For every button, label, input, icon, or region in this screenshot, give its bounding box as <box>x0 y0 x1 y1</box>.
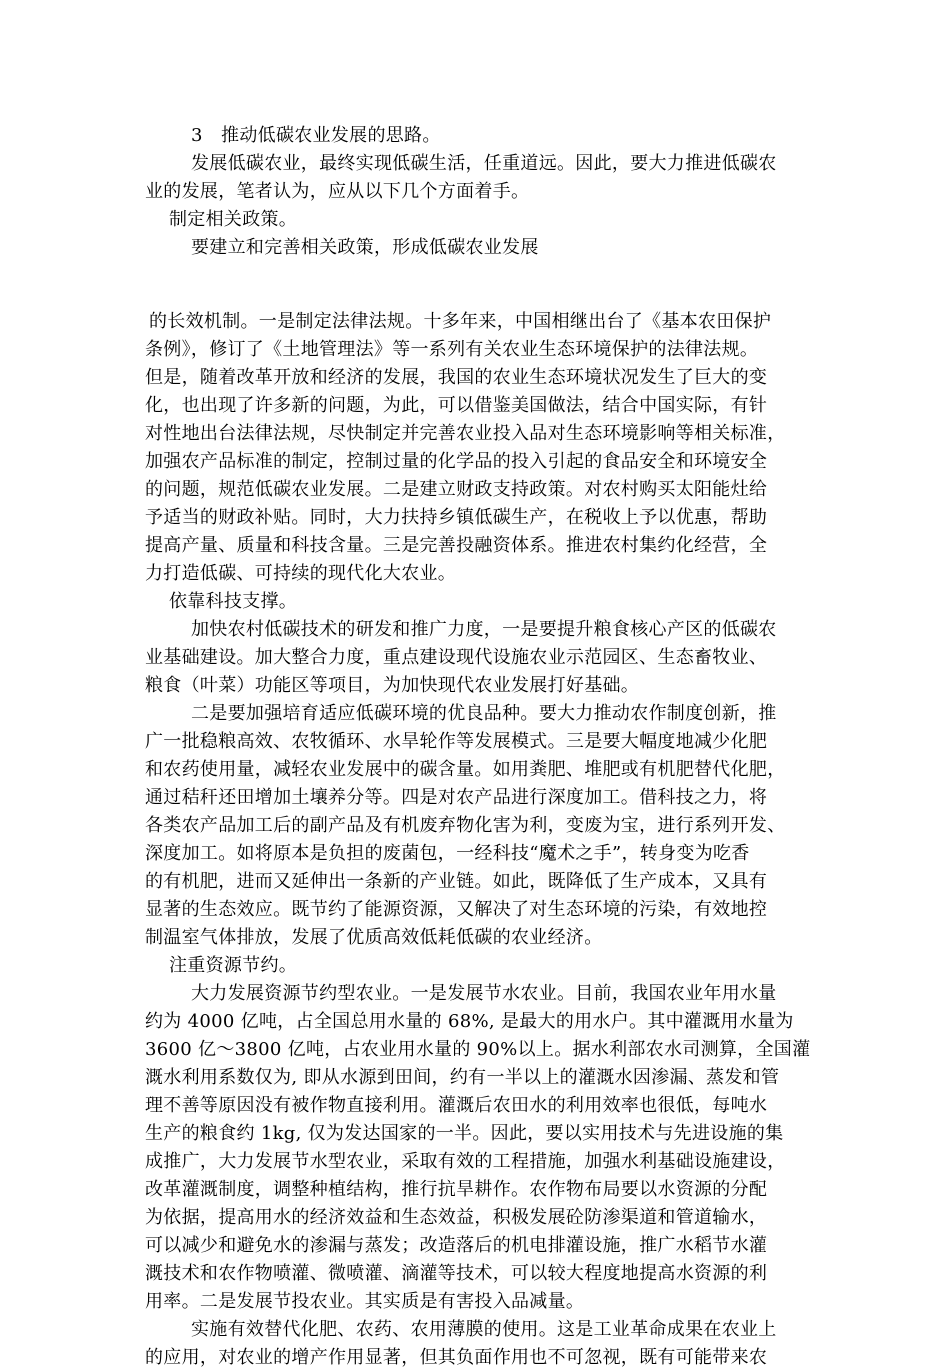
text-line: 改革灌溉制度，调整种植结构，推行抗旱耕作。农作物布局要以水资源的分配 <box>145 1179 768 1200</box>
text-line: 化，也出现了许多新的问题，为此，可以借鉴美国做法，结合中国实际，有针 <box>145 395 768 416</box>
text-line: 发展低碳农业，最终实现低碳生活，任重道远。因此，要大力推进低碳农 <box>191 153 777 174</box>
subheading-policy: 制定相关政策。 <box>169 209 298 230</box>
text-line: 的长效机制。一是制定法律法规。十多年来，中国相继出台了《基本农田保护 <box>149 311 772 332</box>
text-line: 通过秸秆还田增加土壤养分等。四是对农产品进行深度加工。借科技之力，将 <box>145 787 768 808</box>
text-line: 理不善等原因没有被作物直接利用。灌溉后农田水的利用效率也很低，每吨水 <box>145 1095 768 1116</box>
text-line: 粮食（叶菜）功能区等项目，为加快现代农业发展打好基础。 <box>145 675 640 696</box>
text-line: 要建立和完善相关政策，形成低碳农业发展 <box>191 237 539 258</box>
text-line: 业基础建设。加大整合力度，重点建设现代设施农业示范园区、生态畜牧业、 <box>145 647 768 668</box>
text-line: 制温室气体排放，发展了优质高效低耗低碳的农业经济。 <box>145 927 603 948</box>
subheading-resources: 注重资源节约。 <box>169 955 298 976</box>
text-line: 3600 亿～3800 亿吨，占农业用水量的 90%以上。据水利部农水司测算，全国灌 <box>145 1039 811 1060</box>
text-line: 用率。二是发展节投农业。其实质是有害投入品减量。 <box>145 1291 585 1312</box>
text-line: 各类农产品加工后的副产品及有机废弃物化害为利，变废为宝，进行系列开发、 <box>145 815 786 836</box>
text-line: 深度加工。如将原本是负担的废菌包，一经科技“魔术之手”，转身变为吃香 <box>145 843 750 864</box>
text-line: 力打造低碳、可持续的现代化大农业。 <box>145 563 457 584</box>
text-line: 予适当的财政补贴。同时，大力扶持乡镇低碳生产，在税收上予以优惠，帮助 <box>145 507 768 528</box>
text-line: 业的发展，笔者认为，应从以下几个方面着手。 <box>145 181 530 202</box>
text-line: 但是，随着改革开放和经济的发展，我国的农业生态环境状况发生了巨大的变 <box>145 367 768 388</box>
text-line: 生产的粮食约 1kg, 仅为发达国家的一半。因此，要以实用技术与先进设施的集 <box>145 1123 784 1144</box>
text-line: 条例》，修订了《土地管理法》等一系列有关农业生态环境保护的法律法规。 <box>145 339 759 360</box>
text-line: 加快农村低碳技术的研发和推广力度，一是要提升粮食核心产区的低碳农 <box>191 619 777 640</box>
text-line: 为依据，提高用水的经济效益和生态效益，积极发展砼防渗渠道和管道输水， <box>145 1207 768 1228</box>
text-line: 的有机肥，进而又延伸出一条新的产业链。如此，既降低了生产成本，又具有 <box>145 871 768 892</box>
text-line: 广一批稳粮高效、农牧循环、水旱轮作等发展模式。三是要大幅度地减少化肥 <box>145 731 768 752</box>
text-line: 显著的生态效应。既节约了能源资源，又解决了对生态环境的污染，有效地控 <box>145 899 768 920</box>
document-body <box>145 122 810 1372</box>
text-line: 对性地出台法律法规，尽快制定并完善农业投入品对生态环境影响等相关标准， <box>145 423 786 444</box>
text-line: 溉技术和农作物喷灌、微喷灌、滴灌等技术，可以较大程度地提高水资源的利 <box>145 1263 768 1284</box>
text-line: 的应用，对农业的增产作用显著，但其负面作用也不可忽视，既有可能带来农 <box>145 1347 768 1368</box>
text-line: 实施有效替代化肥、农药、农用薄膜的使用。这是工业革命成果在农业上 <box>191 1319 777 1340</box>
text-line: 约为 4000 亿吨，占全国总用水量的 68%, 是最大的用水户。其中灌溉用水量为 <box>145 1011 794 1032</box>
text-line: 大力发展资源节约型农业。一是发展节水农业。目前，我国农业年用水量 <box>191 983 777 1004</box>
text-line: 和农药使用量，减轻农业发展中的碳含量。如用粪肥、堆肥或有机肥替代化肥， <box>145 759 786 780</box>
paragraph-gap <box>145 262 810 308</box>
text-line: 加强农产品标准的制定，控制过量的化学品的投入引起的食品安全和环境安全 <box>145 451 768 472</box>
text-line: 可以减少和避免水的渗漏与蒸发；改造落后的机电排灌设施，推广水稻节水灌 <box>145 1235 768 1256</box>
section-heading: 3 推动低碳农业发展的思路。 <box>191 125 441 146</box>
text-line: 溉水利用系数仅为, 即从水源到田间，约有一半以上的灌溉水因渗漏、蒸发和管 <box>145 1067 780 1088</box>
subheading-tech: 依靠科技支撑。 <box>169 591 298 612</box>
text-line: 二是要加强培育适应低碳环境的优良品种。要大力推动农作制度创新，推 <box>191 703 777 724</box>
text-line: 的问题，规范低碳农业发展。二是建立财政支持政策。对农村购买太阳能灶给 <box>145 479 768 500</box>
text-line: 成推广，大力发展节水型农业，采取有效的工程措施，加强水利基础设施建设， <box>145 1151 786 1172</box>
text-line: 提高产量、质量和科技含量。三是完善投融资体系。推进农村集约化经营，全 <box>145 535 768 556</box>
